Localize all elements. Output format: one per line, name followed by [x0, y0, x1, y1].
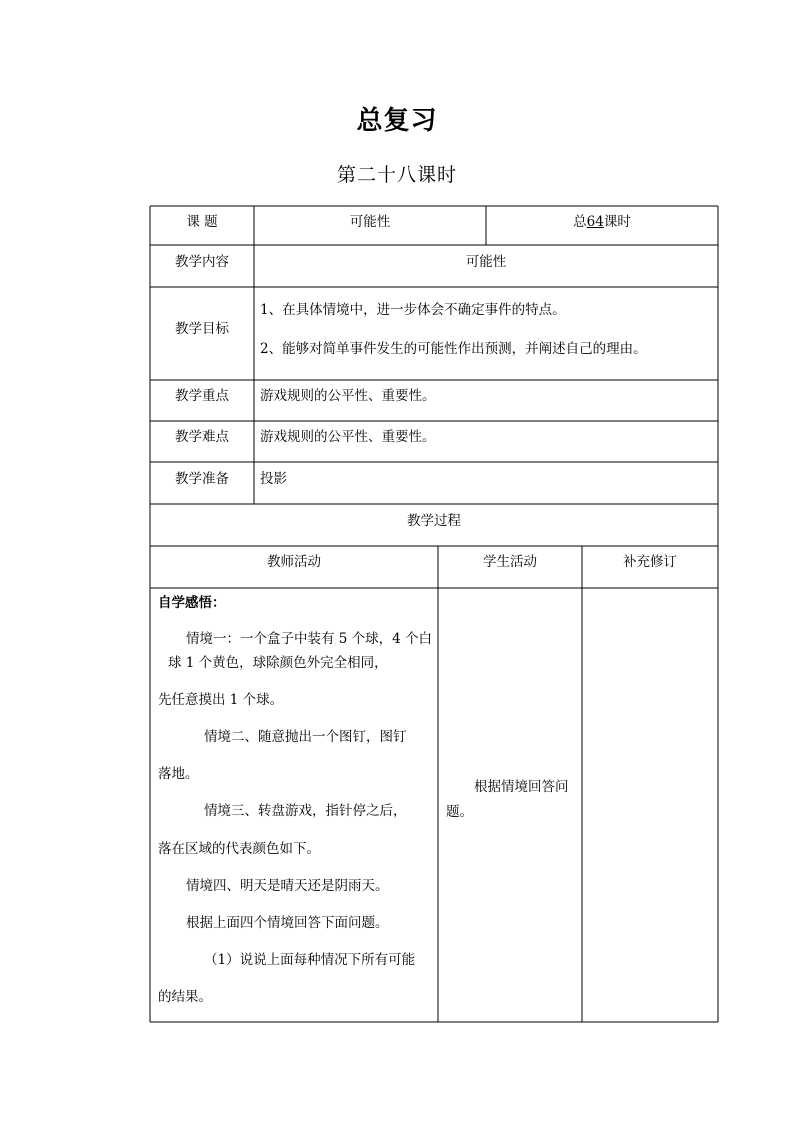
lesson-subtitle: 第二十八课时 [336, 164, 457, 186]
total-number: 64 [586, 214, 604, 230]
total-lessons [486, 212, 718, 232]
content-label: 教学内容 [175, 254, 229, 270]
col-revision: 补充修订 [623, 554, 677, 570]
teacher-line: 的结果。 [158, 989, 212, 1005]
teacher-line: 情境二、随意抛出一个图钉，图钉 [204, 729, 407, 745]
total-suffix: 课时 [603, 214, 631, 230]
student-line: 题。 [446, 804, 473, 820]
topic-value: 可能性 [349, 214, 391, 230]
col-teacher-activity: 教师活动 [267, 554, 321, 570]
teacher-line: 落在区域的代表颜色如下。 [158, 841, 320, 857]
key-label: 教学重点 [175, 388, 229, 404]
document-title: 总复习 [356, 106, 438, 136]
teacher-line: 落地。 [158, 766, 199, 782]
goal-item: 2、能够对简单事件发生的可能性作出预测，并阐述自己的理由。 [260, 341, 647, 357]
content-value: 可能性 [465, 254, 507, 270]
topic-label: 课 题 [186, 214, 218, 230]
process-label: 教学过程 [407, 513, 461, 529]
total-prefix: 总 [573, 214, 587, 230]
teacher-line: 先任意摸出 1 个球。 [158, 692, 284, 708]
prep-value: 投影 [260, 471, 287, 487]
key-value: 游戏规则的公平性、重要性。 [260, 388, 436, 404]
teacher-section-heading: 自学感悟： [158, 595, 226, 611]
teacher-line: 球 1 个黄色，球除颜色外完全相同， [168, 655, 388, 671]
difficulty-value: 游戏规则的公平性、重要性。 [260, 429, 436, 445]
student-line: 根据情境回答问 [474, 779, 569, 795]
prep-label: 教学准备 [175, 471, 229, 487]
col-student-activity: 学生活动 [483, 554, 537, 570]
teacher-line: 情境一：一个盒子中装有 5 个球，4 个白 [186, 631, 433, 647]
goal-item: 1、在具体情境中，进一步体会不确定事件的特点。 [260, 302, 566, 318]
teacher-line: 情境四、明天是晴天还是阴雨天。 [186, 878, 389, 894]
teacher-line: （1）说说上面每种情况下所有可能 [204, 952, 416, 968]
teacher-line: 根据上面四个情境回答下面问题。 [186, 915, 389, 931]
goals-label: 教学目标 [175, 321, 229, 337]
difficulty-label: 教学难点 [175, 429, 229, 445]
teacher-line: 情境三、转盘游戏，指针停之后， [204, 803, 407, 819]
